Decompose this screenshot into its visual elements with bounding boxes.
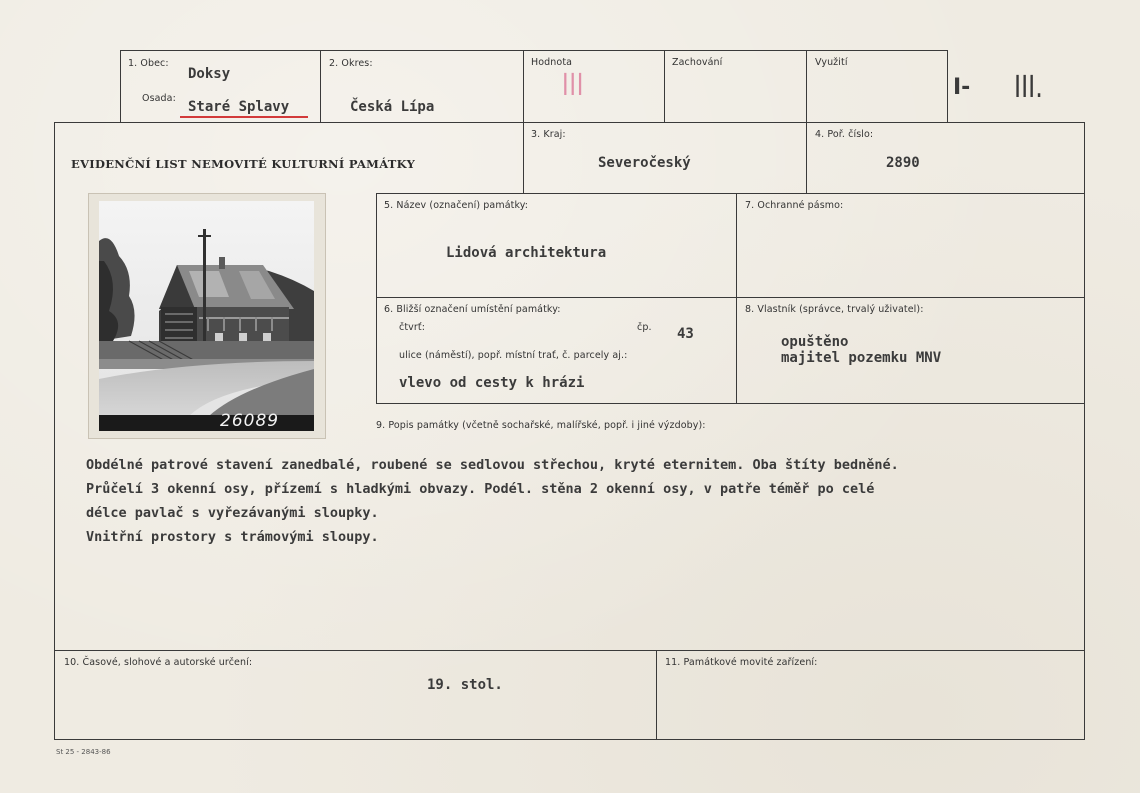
- nazev-value: Lidová architektura: [446, 245, 607, 261]
- popis-text: [86, 453, 899, 549]
- kraj-left-rule: [523, 122, 524, 193]
- popis-line: Vnitřní prostory s trámovými sloupy.: [86, 529, 379, 545]
- header-left-rule: [120, 50, 121, 122]
- osada-label: Osada:: [142, 93, 176, 104]
- osada-underline: [180, 116, 308, 118]
- por-cislo-value: 2890: [886, 155, 920, 171]
- vlastnik-label: 8. Vlastník (správce, trvalý uživatel):: [745, 304, 924, 315]
- main-left-rule: [54, 122, 55, 740]
- okres-label: 2. Okres:: [329, 58, 373, 69]
- popis-label: 9. Popis památky (včetně sochařské, malířské, popř. i jiné výzdoby):: [376, 420, 706, 431]
- nazev-label: 5. Název (označení) památky:: [384, 200, 529, 211]
- kraj-label: 3. Kraj:: [531, 129, 566, 140]
- popis-line: délce pavlač s vyřezávanými sloupky.: [86, 505, 379, 521]
- header-right-rule: [947, 50, 948, 122]
- hodnota-stamp: III: [562, 68, 585, 103]
- kraj-right-rule: [806, 122, 807, 193]
- ulice-label: ulice (náměstí), popř. místní trať, č. parcely aj.:: [399, 350, 628, 361]
- cp-value: 43: [677, 326, 694, 342]
- header-divider-2: [523, 50, 524, 122]
- casove-value: 19. stol.: [427, 677, 503, 693]
- footer-code: St 25 - 2843-86: [56, 748, 111, 756]
- house-photo: [99, 201, 314, 431]
- zachovani-label: Zachování: [672, 57, 723, 68]
- por-cislo-label: 4. Poř. číslo:: [815, 129, 874, 140]
- header-top-rule: [120, 50, 948, 51]
- document-title: EVIDENČNÍ LIST NEMOVITÉ KULTURNÍ PAMÁTKY: [71, 157, 416, 171]
- header-divider-1: [320, 50, 321, 122]
- vlastnik-line2: majitel pozemku MNV: [781, 350, 942, 366]
- popis-line: Průčelí 3 okenní osy, přízemí s hladkými obvazy. Podél. stěna 2 okenní osy, v patře téměř po celé: [86, 481, 875, 497]
- ulice-value: vlevo od cesty k hrázi: [399, 375, 585, 391]
- vyuziti-label: Využití: [815, 57, 848, 68]
- margin-mark-prefix: I-: [953, 75, 971, 100]
- grid-left-rule: [376, 193, 377, 403]
- margin-mark: III.: [1014, 70, 1043, 105]
- ctvrt-label: čtvrť:: [399, 322, 426, 333]
- main-right-rule: [1084, 122, 1085, 740]
- photo-number: 26089: [220, 411, 280, 431]
- casove-label: 10. Časové, slohové a autorské určení:: [64, 657, 253, 668]
- obec-value: Doksy: [188, 66, 231, 82]
- main-top-rule: [54, 122, 1085, 123]
- bottom-row-rule: [54, 650, 1085, 651]
- popis-line: Obdélné patrové stavení zanedbalé, roubené se sedlovou střechou, kryté eternitem. Oba štíty bedněné.: [86, 457, 899, 473]
- grid-middle-rule: [376, 297, 1085, 298]
- umisteni-label: 6. Bližší označení umístění památky:: [384, 304, 561, 315]
- okres-value: Česká Lípa: [350, 99, 435, 115]
- osada-value: Staré Splavy: [188, 99, 290, 115]
- ochranne-pasmo-label: 7. Ochranné pásmo:: [745, 200, 844, 211]
- hodnota-label: Hodnota: [531, 57, 573, 68]
- vlastnik-line1: opuštěno: [781, 334, 849, 350]
- bottom-row-divider: [656, 650, 657, 740]
- grid-top-rule: [376, 193, 1085, 194]
- movite-label: 11. Památkové movité zařízení:: [665, 657, 818, 668]
- grid-center-rule: [736, 193, 737, 403]
- grid-bottom-rule: [376, 403, 1085, 404]
- obec-label: 1. Obec:: [128, 58, 169, 69]
- header-divider-4: [806, 50, 807, 122]
- main-bottom-rule: [54, 739, 1085, 740]
- cp-label: čp.: [637, 322, 652, 333]
- header-divider-3: [664, 50, 665, 122]
- kraj-value: Severočeský: [598, 155, 691, 171]
